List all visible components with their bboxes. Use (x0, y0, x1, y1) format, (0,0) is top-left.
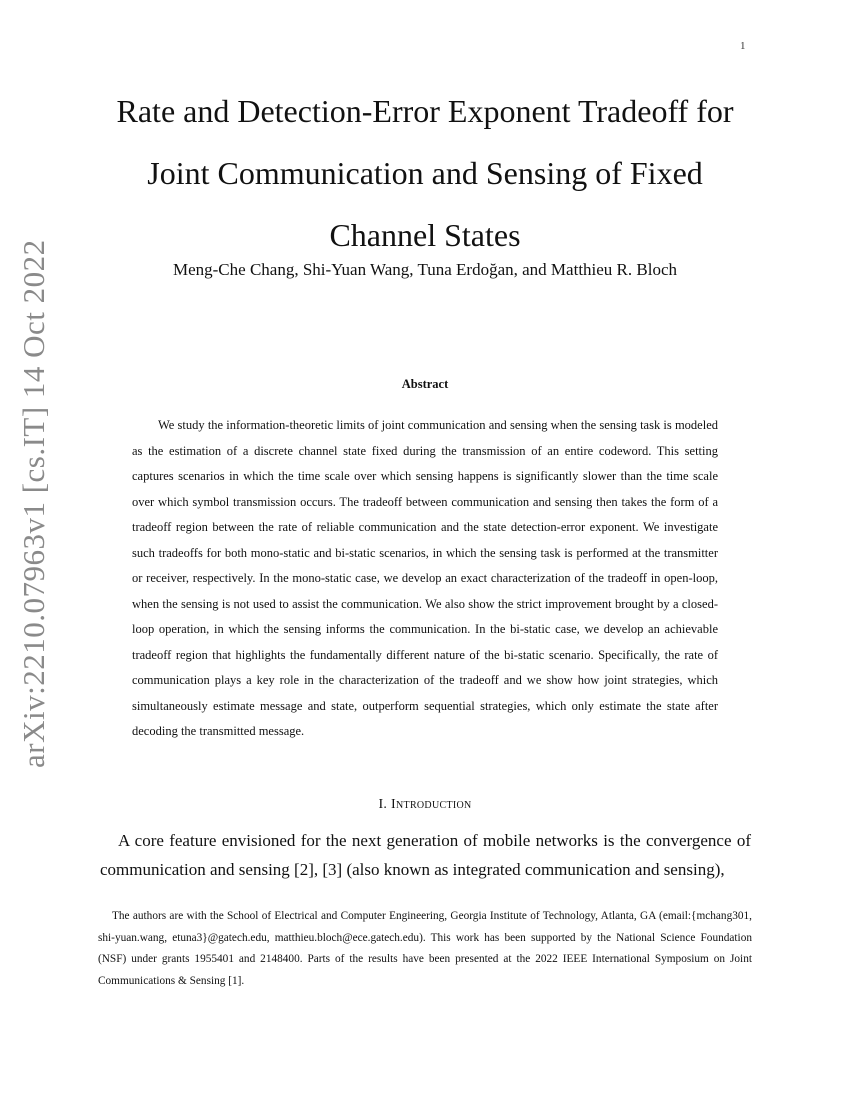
author-affiliation-footnote: The authors are with the School of Electrical and Computer Engineering, Georgia Institute of Technology, Atlanta, GA (email:{mchang301, shi-yuan.wang, etuna3}@gatech.edu, matthieu.bloch@ece.gatech.edu). This work has been supported by the National Science Foundation (NSF) under grants 1955401 and 2148400. Parts of the results have been presented at the 2022 IEEE International Symposium on Joint Communications & Sensing [1]. (98, 910, 752, 987)
abstract-text: We study the information-theoretic limits of joint communication and sensing when the sensing task is modeled as the estimation of a discrete channel state fixed during the transmission of an entire codeword. This setting captures scenarios in which the time scale over which sensing happens is significantly slower than the time scale over which symbol transmission occurs. The tradeoff between communication and sensing then takes the form of a tradeoff region between the rate of reliable communication and the state detection-error exponent. We investigate such tradeoffs for both mono-static and bi-static scenarios, in which the sensing task is performed at the transmitter or receiver, respectively. In the mono-static case, we develop an exact characterization of the tradeoff in open-loop, when the sensing is not used to assist the communication. We also show the strict improvement brought by a closed-loop operation, in which the sensing informs the communication. In the bi-static case, we develop an achievable tradeoff region that highlights the fundamentally different nature of the bi-static scenario. Specifically, the rate of communication plays a key role in the characterization of the tradeoff and we show how joint strategies, which simultaneously estimate message and state, outperform sequential strategies, which only estimate the state after decoding the transmitted message. (132, 418, 718, 738)
arxiv-stamp: arXiv:2210.07963v1 [cs.IT] 14 Oct 2022 (16, 239, 51, 768)
section-heading-introduction (90, 797, 760, 813)
paper-authors: Meng-Che Chang, Shi-Yuan Wang, Tuna Erdoğan, and Matthieu R. Bloch (172, 260, 678, 279)
abstract-heading: Abstract (401, 377, 449, 391)
section-number: I. (378, 797, 388, 812)
section-title: Introduction (391, 797, 472, 812)
introduction-text: A core feature envisioned for the next generation of mobile networks is the convergence of communication and sensing [2], [3] (also known as integrated communication and sensing), (100, 831, 751, 879)
page-number: 1 (740, 40, 746, 52)
paper-title: Rate and Detection-Error Exponent Tradeoff for Joint Communication and Sensing of Fixed Channel States (116, 93, 734, 253)
